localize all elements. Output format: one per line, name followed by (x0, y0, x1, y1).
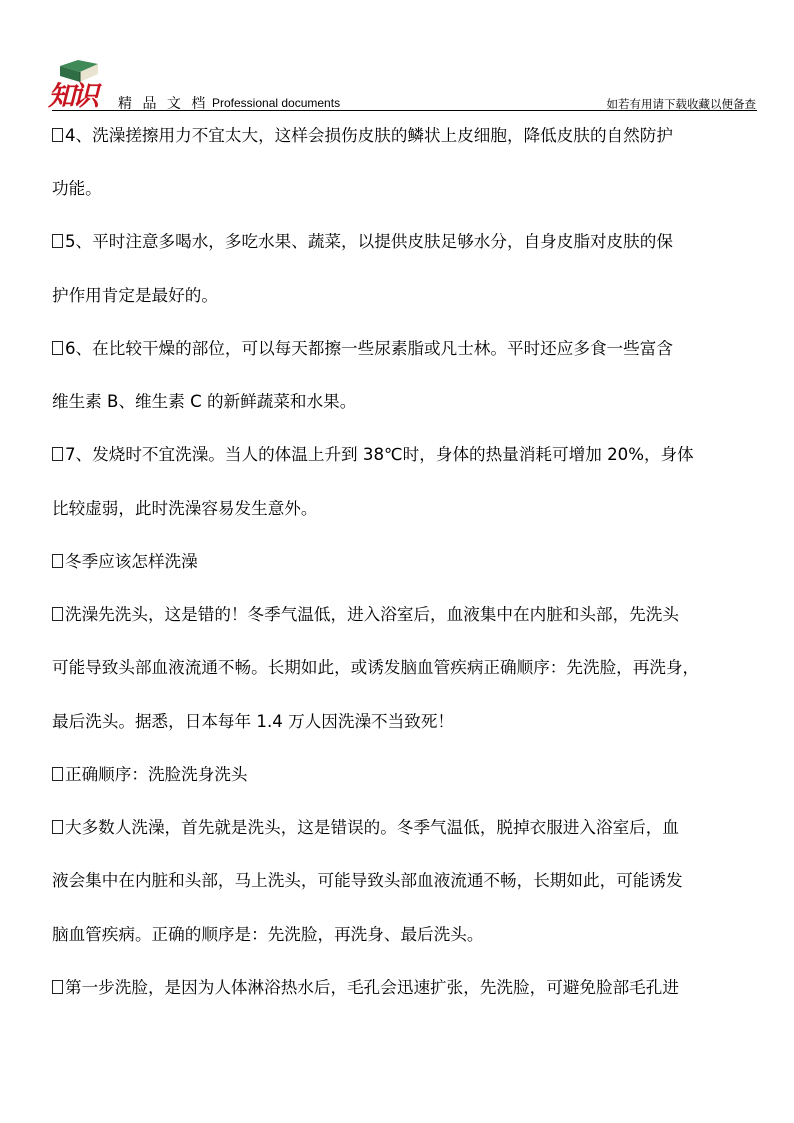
text-line (52, 974, 679, 1002)
logo-text: 知识 (48, 81, 96, 112)
text-line (52, 441, 694, 469)
line-text: 功能。 (52, 179, 102, 198)
text-line (52, 122, 673, 150)
text-line (52, 228, 673, 256)
line-text: 4、洗澡搓擦用力不宜太大，这样会损伤皮肤的鳞状上皮细胞，降低皮肤的自然防护 (65, 126, 673, 145)
header-note: 如若有用请下载收藏以便备查 (606, 97, 756, 111)
logo (44, 52, 106, 112)
line-text: 维生素 B、维生素 C 的新鲜蔬菜和水果。 (52, 392, 357, 411)
checkbox-glyph-icon (52, 767, 63, 781)
text-line (52, 335, 673, 363)
line-text: 大多数人洗澡，首先就是洗头，这是错误的。冬季气温低，脱掉衣服进入浴室后，血 (65, 818, 679, 837)
text-line (52, 175, 102, 203)
checkbox-glyph-icon (52, 447, 63, 461)
checkbox-glyph-icon (52, 128, 63, 142)
header-title: 精 品 文 档 (118, 96, 209, 112)
line-text: 护作用肯定是最好的。 (52, 286, 218, 305)
checkbox-glyph-icon (52, 341, 63, 355)
checkbox-glyph-icon (52, 980, 63, 994)
text-line (52, 601, 679, 629)
line-text: 5、平时注意多喝水，多吃水果、蔬菜，以提供皮肤足够水分，自身皮脂对皮肤的保 (65, 232, 673, 251)
line-text: 洗澡先洗头，这是错的！冬季气温低，进入浴室后，血液集中在内脏和头部，先洗头 (65, 605, 679, 624)
line-text: 冬季应该怎样洗澡 (65, 552, 198, 571)
text-line (52, 921, 483, 949)
checkbox-glyph-icon (52, 554, 63, 568)
line-text: 液会集中在内脏和头部，马上洗头，可能导致头部血液流通不畅，长期如此，可能诱发 (52, 871, 683, 890)
checkbox-glyph-icon (52, 234, 63, 248)
checkbox-glyph-icon (52, 607, 63, 621)
line-text: 第一步洗脸，是因为人体淋浴热水后，毛孔会迅速扩张，先洗脸，可避免脸部毛孔进 (65, 978, 679, 997)
line-text: 正确顺序：洗脸洗身洗头 (65, 765, 248, 784)
text-line (52, 548, 198, 576)
text-line (52, 867, 683, 895)
line-text: 可能导致头部血液流通不畅。长期如此，或诱发脑血管疾病正确顺序：先洗脸，再洗身， (52, 658, 700, 677)
page-header (0, 0, 794, 112)
text-line (52, 708, 454, 736)
header-divider (52, 110, 757, 111)
header-subtitle: Professional documents (212, 96, 341, 110)
line-text: 最后洗头。据悉，日本每年 1.4 万人因洗澡不当致死！ (52, 712, 455, 731)
line-text: 6、在比较干燥的部位，可以每天都擦一些尿素脂或凡士林。平时还应多食一些富含 (65, 339, 673, 358)
text-line (52, 761, 248, 789)
line-text: 比较虚弱，此时洗澡容易发生意外。 (52, 499, 318, 518)
checkbox-glyph-icon (52, 820, 63, 834)
text-line (52, 282, 218, 310)
text-line (52, 388, 356, 416)
text-line (52, 495, 318, 523)
line-text: 脑血管疾病。正确的顺序是：先洗脸，再洗身、最后洗头。 (52, 925, 484, 944)
text-line (52, 654, 699, 682)
text-line (52, 814, 679, 842)
line-text: 7、发烧时不宜洗澡。当人的体温上升到 38℃时，身体的热量消耗可增加 20%，身体 (65, 445, 694, 464)
